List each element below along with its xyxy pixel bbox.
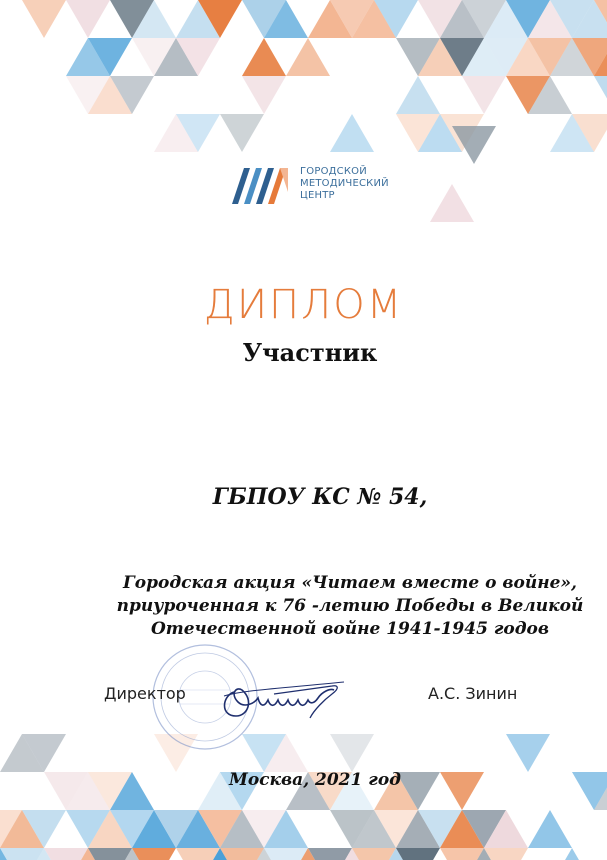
event-description [90, 572, 607, 641]
logo-line-2: МЕТОДИЧЕСКИЙ [300, 178, 389, 189]
decor-triangle [88, 848, 132, 860]
director-name: А.С. Зинин [428, 684, 518, 703]
decor-triangle [528, 810, 572, 848]
decor-triangle [308, 848, 352, 860]
decor-triangle [330, 114, 374, 152]
description-line-3: Отечественной войне 1941-1945 годов [150, 619, 550, 639]
recipient-name: ГБПОУ КС № 54, [212, 484, 428, 510]
logo-text [300, 166, 389, 202]
decor-triangle [550, 848, 594, 860]
decor-triangle [506, 734, 550, 772]
decor-triangle [176, 848, 220, 860]
handwritten-signature-icon [214, 672, 364, 732]
decor-triangle [66, 0, 110, 38]
decor-triangle [0, 848, 44, 860]
decor-triangle [22, 0, 66, 38]
decor-triangle [484, 848, 528, 860]
decor-triangle [330, 734, 374, 772]
decor-triangle [352, 848, 396, 860]
description-line-2: приуроченная к 76 -летию Победы в Великой [116, 596, 584, 616]
decor-triangle [286, 38, 330, 76]
decor-triangle [396, 76, 440, 114]
signature-role: Директор [104, 684, 186, 703]
decor-triangle [44, 848, 88, 860]
decor-triangle [430, 184, 474, 222]
decor-triangle [396, 848, 440, 860]
footer-place-date: Москва, 2021 год [229, 770, 401, 790]
decor-triangle [220, 114, 264, 152]
decor-triangle [220, 848, 264, 860]
logo [230, 162, 400, 206]
description-line-1: Городская акция «Читаем вместе о войне», [123, 573, 577, 593]
logo-mark-icon [230, 162, 294, 206]
decor-triangle [242, 38, 286, 76]
diploma-subtitle: Участник [242, 338, 378, 367]
decor-triangle [132, 848, 176, 860]
diploma-title: ДИПЛОМ [203, 282, 404, 328]
decor-triangle [440, 848, 484, 860]
decor-triangle [594, 76, 607, 114]
decor-triangle [264, 848, 308, 860]
logo-line-3: ЦЕНТР [300, 190, 335, 201]
decor-triangle [242, 76, 286, 114]
logo-line-1: ГОРОДСКОЙ [300, 166, 367, 177]
decor-triangle [462, 76, 506, 114]
